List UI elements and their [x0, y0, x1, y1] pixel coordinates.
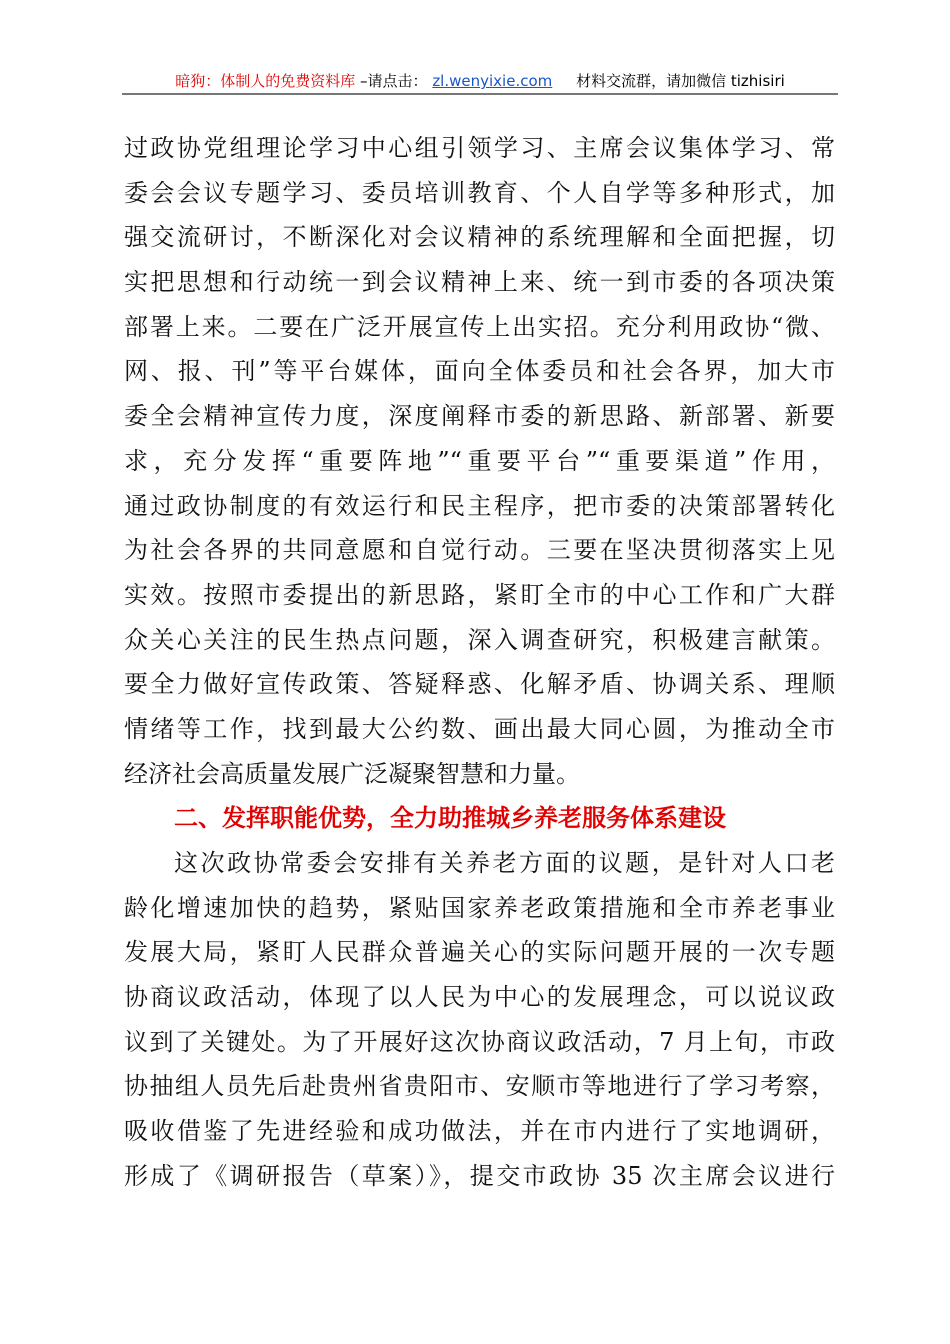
text-line: 求，充分发挥“重要阵地”“重要平台”“重要渠道”作用， — [124, 446, 835, 475]
text-line: 形成了《调研报告（草案）》，提交市政协 35 次主席会议进行 — [124, 1161, 835, 1190]
page-header — [122, 70, 838, 92]
text-line: 议到了关键处。为了开展好这次协商议政活动，7 月上旬，市政 — [124, 1027, 835, 1056]
text-line: 情绪等工作，找到最大公约数、画出最大同心圆，为推动全市 — [124, 714, 835, 743]
text-line: 委全会精神宣传力度，深度阐释市委的新思路、新部署、新要 — [124, 402, 835, 431]
header-click-prompt: –请点击： — [360, 72, 428, 90]
header-wechat-note: 材料交流群，请加微信 tizhisiri — [576, 72, 785, 90]
text-line: 网、报、刊”等平台媒体，面向全体委员和社会各界，加大市 — [124, 357, 835, 386]
text-line: 吸收借鉴了先进经验和成功做法，并在市内进行了实地调研， — [124, 1117, 835, 1146]
text-line: 发展大局，紧盯人民群众普遍关心的实际问题开展的一次专题 — [124, 938, 835, 967]
text-line: 协商议政活动，体现了以人民为中心的发展理念，可以说议政 — [124, 983, 835, 1012]
text-line: 委会会议专题学习、委员培训教育、个人自学等多种形式，加 — [124, 178, 835, 207]
text-line: 协抽组人员先后赴贵州省贵阳市、安顺市等地进行了学习考察， — [124, 1072, 835, 1101]
text-line: 要全力做好宣传政策、答疑释惑、化解矛盾、协调关系、理顺 — [124, 670, 835, 699]
header-link[interactable]: zl.wenyixie.com — [432, 72, 553, 90]
text-line: 过政协党组理论学习中心组引领学习、主席会议集体学习、常 — [124, 134, 835, 162]
paragraph-2 — [124, 841, 835, 1199]
text-line: 众关心关注的民生热点问题，深入调查研究，积极建言献策。 — [124, 625, 835, 654]
header-brand: 暗狗：体制人的免费资料库 — [175, 72, 356, 90]
text-line: 通过政协制度的有效运行和民主程序，把市委的决策部署转化 — [124, 491, 835, 520]
text-line: 经济社会高质量发展广泛凝聚智慧和力量。 — [124, 759, 580, 788]
section-heading: 二、发挥职能优势，全力助推城乡养老服务体系建设 — [174, 804, 726, 833]
paragraph-1 — [124, 126, 835, 796]
header-divider — [122, 93, 838, 95]
text-line: 龄化增速加快的趋势，紧贴国家养老政策措施和全市养老事业 — [124, 893, 835, 922]
text-line: 强交流研讨，不断深化对会议精神的系统理解和全面把握，切 — [124, 223, 835, 252]
document-body — [124, 126, 835, 1199]
text-line: 为社会各界的共同意愿和自觉行动。三要在坚决贯彻落实上见 — [124, 536, 835, 565]
text-line: 部署上来。二要在广泛开展宣传上出实招。充分利用政协“微、 — [124, 312, 835, 341]
text-line: 实把思想和行动统一到会议精神上来、统一到市委的各项决策 — [124, 268, 835, 297]
text-line: 这次政协常委会安排有关养老方面的议题，是针对人口老 — [174, 849, 835, 877]
text-line: 实效。按照市委提出的新思路，紧盯全市的中心工作和广大群 — [124, 580, 835, 609]
